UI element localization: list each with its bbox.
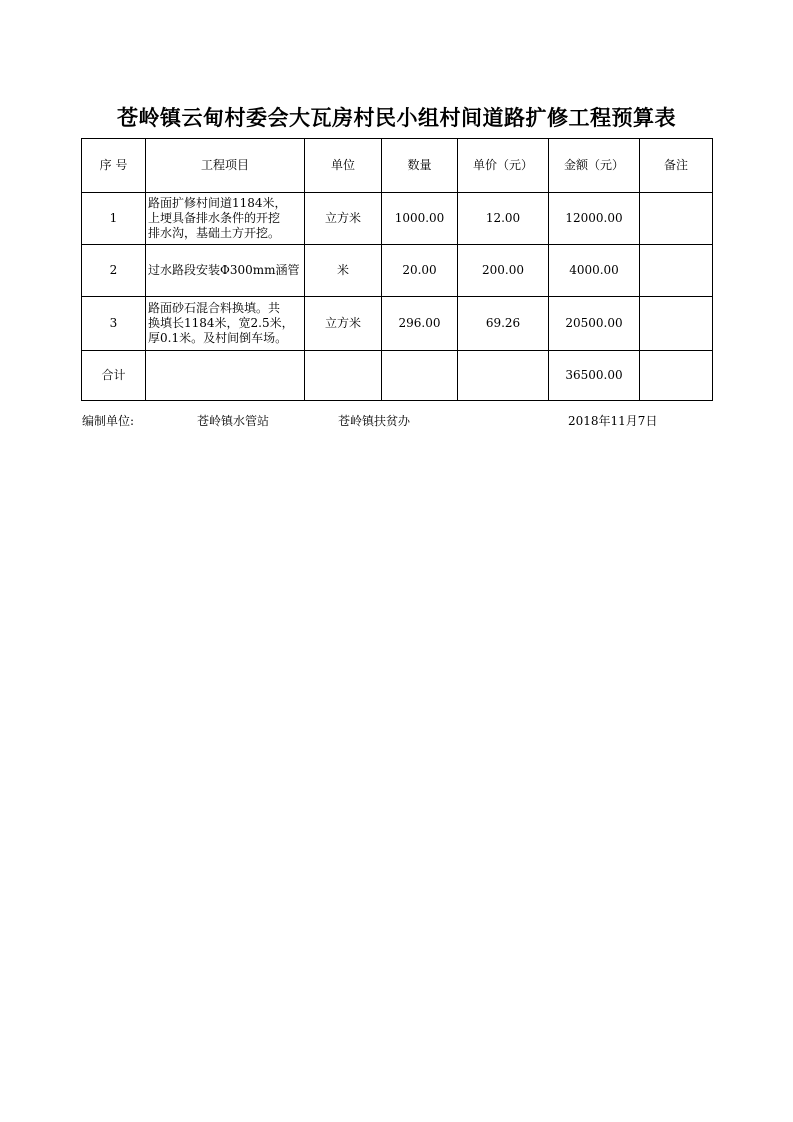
total-unit-empty (305, 351, 382, 401)
row-unit: 立方米 (305, 297, 382, 351)
total-row (82, 351, 713, 401)
header-item: 工程项目 (146, 139, 305, 193)
row-item (146, 245, 305, 297)
budget-table (81, 138, 713, 401)
row-amount: 12000.00 (549, 193, 640, 245)
total-amount: 36500.00 (549, 351, 640, 401)
header-qty: 数量 (382, 139, 458, 193)
total-price-empty (458, 351, 549, 401)
row-remark (640, 297, 713, 351)
total-item-empty (146, 351, 305, 401)
item-line: 过水路段安装Φ300mm涵管 (148, 263, 300, 277)
row-price: 69.26 (458, 297, 549, 351)
prepared-unit-poverty: 苍岭镇扶贫办 (338, 414, 411, 428)
row-seq: 2 (82, 245, 146, 297)
header-amount: 金额（元） (549, 139, 640, 193)
row-seq: 3 (82, 297, 146, 351)
item-line: 上埂具备排水条件的开挖 (148, 211, 281, 225)
prepared-unit-water: 苍岭镇水管站 (197, 414, 270, 428)
prepared-by-label: 编制单位: (82, 414, 135, 428)
row-unit: 米 (305, 245, 382, 297)
row-remark (640, 245, 713, 297)
header-price: 单价（元） (458, 139, 549, 193)
document-title: 苍岭镇云甸村委会大瓦房村民小组村间道路扩修工程预算表 (117, 105, 676, 130)
row-item (146, 193, 305, 245)
row-unit: 立方米 (305, 193, 382, 245)
item-line: 换填长1184米，宽2.5米， (148, 316, 294, 330)
row-amount: 4000.00 (549, 245, 640, 297)
table-row (82, 245, 713, 297)
table-row (82, 297, 713, 351)
item-line: 路面扩修村间道1184米， (148, 196, 287, 210)
row-qty: 1000.00 (382, 193, 458, 245)
header-seq: 序 号 (82, 139, 146, 193)
header-remark: 备注 (640, 139, 713, 193)
prepared-date: 2018年11月7日 (568, 414, 658, 428)
header-unit: 单位 (305, 139, 382, 193)
table-row (82, 193, 713, 245)
total-label: 合计 (82, 351, 146, 401)
item-line: 厚0.1米。及村间倒车场。 (148, 331, 288, 345)
row-remark (640, 193, 713, 245)
row-item (146, 297, 305, 351)
row-amount: 20500.00 (549, 297, 640, 351)
row-price: 200.00 (458, 245, 549, 297)
row-price: 12.00 (458, 193, 549, 245)
item-line: 路面砂石混合料换填。共 (148, 301, 281, 315)
table-header-row (82, 139, 713, 193)
item-line: 排水沟，基础土方开挖。 (148, 226, 281, 240)
row-qty: 296.00 (382, 297, 458, 351)
row-qty: 20.00 (382, 245, 458, 297)
row-seq: 1 (82, 193, 146, 245)
total-qty-empty (382, 351, 458, 401)
total-remark-empty (640, 351, 713, 401)
